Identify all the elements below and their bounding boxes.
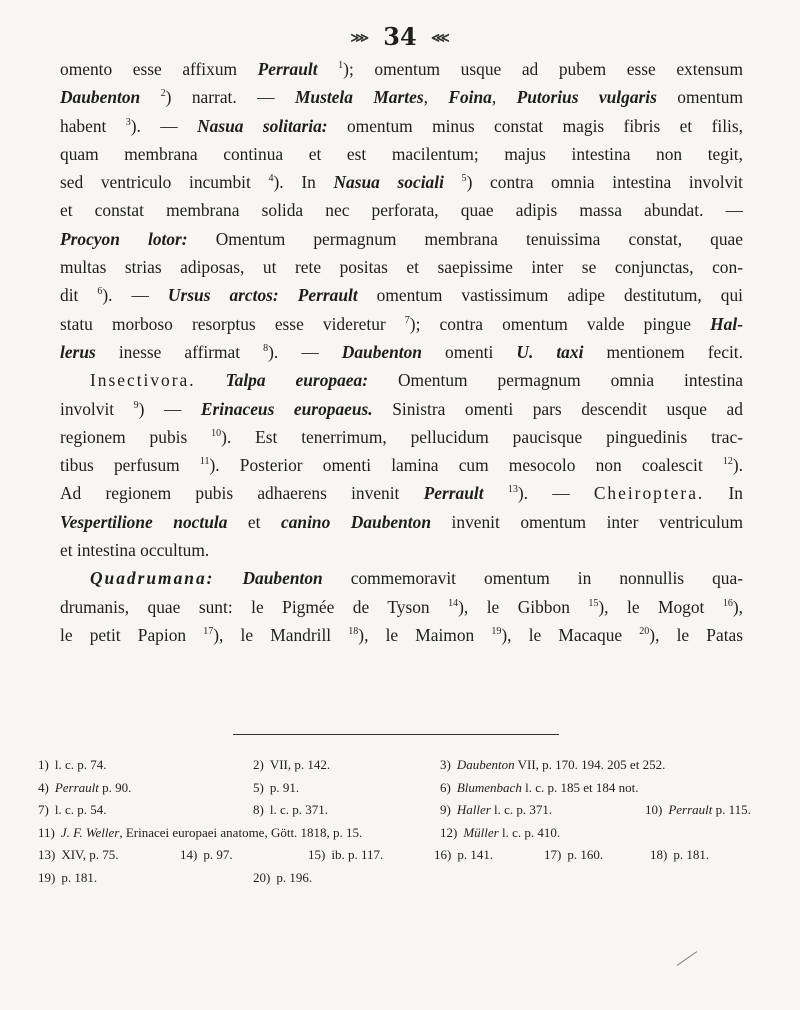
text-run — [279, 285, 298, 305]
text-run: ). — — [268, 341, 342, 362]
footnote-text: p. 196. — [276, 869, 313, 885]
footnote-ref: 3 — [125, 116, 131, 128]
taxon-name: Perrault — [257, 59, 318, 79]
footnote — [440, 754, 665, 777]
taxon-name: Vespertilione noctula — [60, 511, 228, 532]
footnote — [253, 777, 299, 800]
footnote-number: 14) — [180, 847, 198, 862]
text-run: omentum minus constat magis fibris et filis, — [327, 115, 743, 136]
text-run — [214, 568, 242, 588]
text-run: dit — [60, 285, 98, 306]
footnote — [440, 799, 552, 822]
footnote-ref: 14 — [448, 597, 459, 609]
pencil-mark — [677, 951, 697, 966]
text-run: Sinistra omenti pars descendit usque ad — [372, 398, 743, 419]
text-line — [60, 479, 743, 507]
text-run: ). Posterior omenti lamina cum mesocolo non coalescit — [209, 455, 723, 476]
text-run: le petit Papion — [60, 624, 204, 645]
footnote-row — [38, 822, 758, 845]
footnote — [38, 799, 106, 822]
text-run: ). In — [273, 172, 334, 193]
author-name: Blumenbach — [456, 779, 522, 795]
footnote-ref: 4 — [268, 173, 274, 185]
footnote — [434, 844, 493, 867]
text-run: quam membrana continua et est macilentum; majus intestina non tegit, — [60, 143, 743, 164]
text-line — [60, 281, 743, 309]
text-run: ), le Patas — [649, 624, 744, 645]
footnote-ref: 9 — [133, 399, 139, 411]
page-number: 34 — [383, 22, 417, 51]
footnote — [253, 799, 328, 822]
footnote-row — [38, 754, 758, 777]
footnote-row — [38, 777, 758, 800]
footnote-text: p. 115. — [712, 802, 751, 817]
text-run — [318, 59, 339, 79]
text-run: commemoravit omentum in nonnullis qua- — [322, 568, 743, 589]
footnote-text: l. c. p. 371. — [490, 802, 553, 817]
footnote-number: 15) — [308, 847, 326, 862]
footnote-text: p. 90. — [98, 779, 132, 795]
footnote-number: 17) — [544, 847, 562, 862]
footnote-ref: 6 — [97, 286, 103, 298]
taxon-name: Nasua sociali — [333, 172, 444, 193]
footnote-ref: 1 — [338, 60, 344, 72]
text-run: ) narrat. — — [165, 87, 295, 108]
footnote — [180, 844, 233, 867]
footnote-ref: 19 — [491, 626, 502, 638]
text-line — [60, 423, 743, 451]
text-line — [60, 196, 743, 224]
author-name: J. F. Weller — [60, 824, 120, 840]
footnote-number: 7) — [38, 802, 49, 817]
text-run: drumanis, quae sunt: le Pigmée de Tyson — [60, 596, 449, 617]
footnote-number: 3) — [440, 757, 451, 772]
text-run: ), le Mandrill — [213, 624, 349, 645]
footnote-divider — [233, 734, 559, 735]
footnote-text: p. 181. — [673, 847, 710, 862]
text-line — [60, 366, 743, 394]
text-run: habent — [60, 115, 126, 136]
footnote-ref: 10 — [211, 428, 222, 440]
footnote-row — [38, 867, 758, 890]
footnote — [440, 777, 638, 800]
text-run: ), le Mogot — [598, 596, 723, 617]
taxon-name: Mustela Martes — [294, 87, 424, 108]
footnote-row — [38, 799, 758, 822]
footnote-text: p. 181. — [61, 869, 98, 885]
footnote-number: 11) — [38, 824, 55, 840]
footnote-text: p. 91. — [269, 779, 300, 795]
footnote-ref: 7 — [404, 314, 410, 326]
footnote-number: 4) — [38, 779, 49, 795]
footnote — [38, 777, 131, 800]
text-run: Omentum permagnum membrana tenuissima constat, quae — [187, 228, 743, 249]
footnote-ref: 13 — [507, 484, 518, 496]
text-run: inesse affirmat — [95, 341, 264, 362]
taxon-name: Nasua solitaria: — [197, 115, 328, 136]
body-text — [60, 55, 743, 649]
text-run: ) contra omnia intestina involvit — [466, 172, 743, 193]
text-run: et — [227, 511, 281, 532]
text-run: involvit — [60, 398, 134, 419]
text-run: regionem pubis — [60, 426, 212, 447]
text-run: ); omentum usque ad pubem esse extensum — [343, 59, 743, 79]
section-heading: Insectivora. — [90, 370, 196, 391]
footnote-ref: 12 — [722, 456, 733, 468]
text-run — [140, 87, 160, 107]
footnote-text: p. 141. — [457, 847, 494, 862]
footnote-text: XIV, p. 75. — [61, 847, 119, 862]
text-run: tibus perfusum — [60, 455, 200, 476]
footnote-ref: 20 — [639, 626, 650, 638]
text-run: mentionem fecit. — [583, 341, 743, 362]
footnote-text: l. c. p. 74. — [54, 757, 107, 772]
footnote — [253, 867, 312, 890]
taxon-name: Hal- — [710, 313, 743, 334]
text-run: multas strias adiposas, ut rete positas et saepissime inter se conjunctas, con- — [60, 257, 743, 278]
text-run: ). — [732, 455, 743, 476]
author-name: Perrault — [54, 779, 99, 795]
footnote-row — [38, 844, 758, 867]
text-line — [60, 310, 743, 338]
text-line — [60, 225, 743, 253]
taxon-name: Erinaceus europaeus. — [200, 398, 373, 419]
author-name: Daubenton — [456, 757, 515, 772]
footnote — [650, 844, 709, 867]
footnote-ref: 17 — [203, 626, 214, 638]
footnote-text: ib. p. 117. — [331, 847, 384, 862]
footnote-ref: 8 — [263, 343, 269, 355]
footnotes — [38, 754, 758, 889]
text-line — [60, 253, 743, 281]
text-run: , — [491, 87, 517, 108]
footnote-text: p. 97. — [203, 847, 233, 862]
text-run: ), le Macaque — [501, 624, 640, 645]
footnote-text: l. c. p. 185 et 184 not. — [521, 779, 639, 795]
text-run: ). Est tenerrimum, pellucidum paucisque pinguedinis trac- — [221, 426, 743, 447]
footnote-number: 5) — [253, 779, 264, 795]
text-run: ), — [732, 596, 743, 617]
text-run: ) — — [138, 398, 201, 419]
text-run: In — [704, 483, 743, 504]
footnote — [38, 867, 97, 890]
footnote-text: VII, p. 142. — [269, 757, 331, 772]
text-run — [444, 172, 462, 192]
text-line — [60, 55, 743, 83]
footnote — [38, 754, 106, 777]
taxon-name: Perrault — [423, 483, 484, 504]
footnote-text: VII, p. 170. 194. 205 et 252. — [514, 757, 666, 772]
text-line — [60, 338, 743, 366]
footnote — [38, 822, 362, 845]
text-run — [484, 483, 508, 503]
taxon-name: Foina — [448, 87, 492, 108]
footnote-number: 12) — [440, 824, 458, 840]
footnote — [38, 844, 119, 867]
text-run: sed ventriculo incumbit — [60, 172, 269, 193]
text-run — [196, 370, 226, 390]
footnote — [308, 844, 383, 867]
taxon-name: Daubenton — [242, 568, 323, 589]
footnote-number: 16) — [434, 847, 452, 862]
taxon-name: Ursus arctos: — [167, 285, 279, 306]
footnote-number: 13) — [38, 847, 56, 862]
footnote-text: , Erinacei europaei anatome, Gött. 1818, p. 15. — [119, 824, 363, 840]
taxon-name: Daubenton — [60, 87, 141, 108]
footnote-text: l. c. p. 371. — [269, 802, 328, 817]
taxon-name: Talpa europaea: — [225, 370, 368, 391]
footnote-ref: 11 — [199, 456, 210, 468]
text-run: et intestina occultum. — [60, 540, 210, 561]
text-run: omento esse affixum — [60, 59, 258, 79]
taxon-name: Perrault — [297, 285, 358, 306]
taxon-name: Procyon lotor: — [60, 228, 188, 249]
text-line — [60, 168, 743, 196]
text-run: ). — — [130, 115, 198, 136]
footnote-ref: 15 — [588, 597, 599, 609]
footnote — [645, 799, 751, 822]
footnote-number: 18) — [650, 847, 668, 862]
footnote-ref: 18 — [348, 626, 359, 638]
text-run: omentum — [656, 87, 743, 108]
taxon-name: canino Daubenton — [280, 511, 432, 532]
taxon-name: Putorius vulgaris — [516, 87, 657, 108]
author-name: Müller — [463, 824, 499, 840]
footnote-text: p. 160. — [567, 847, 604, 862]
text-line — [60, 140, 743, 168]
text-line — [60, 451, 743, 479]
text-line — [60, 83, 743, 111]
ornament-left-icon: ⋙ — [350, 30, 369, 46]
footnote-number: 2) — [253, 757, 264, 772]
footnote — [253, 754, 330, 777]
text-run: Omentum permagnum omnia intestina — [368, 370, 743, 391]
footnote — [440, 822, 560, 845]
taxon-name: Quadrumana: — [90, 568, 215, 589]
text-line — [60, 508, 743, 536]
footnote-ref: 2 — [160, 88, 166, 100]
taxon-name: U. taxi — [516, 341, 584, 362]
text-run: et constat membrana solida nec perforata, quae adipis massa abundat. — — [60, 200, 743, 221]
author-name: Perrault — [668, 802, 713, 817]
footnote-text: l. c. p. 410. — [498, 824, 561, 840]
text-run: , — [423, 87, 449, 108]
text-line — [60, 395, 743, 423]
text-run: statu morboso resorptus esse videretur — [60, 313, 405, 334]
text-line — [60, 536, 743, 564]
text-run: omenti — [421, 341, 517, 362]
taxon-name: Daubenton — [341, 341, 422, 362]
taxon-name: lerus — [60, 341, 96, 362]
footnote-number: 1) — [38, 757, 49, 772]
page-header — [0, 22, 800, 54]
footnote-ref: 16 — [722, 597, 733, 609]
text-line — [60, 564, 743, 592]
footnote-number: 8) — [253, 802, 264, 817]
text-run: ). — — [517, 483, 594, 504]
text-run: invenit omentum inter ventriculum — [431, 511, 743, 532]
section-heading: Cheiroptera. — [593, 483, 705, 504]
footnote — [544, 844, 603, 867]
text-line — [60, 621, 743, 649]
footnote-ref: 5 — [461, 173, 467, 185]
text-run: ). — — [102, 285, 168, 306]
footnote-number: 6) — [440, 779, 451, 795]
text-run: omentum vastissimum adipe destitutum, qui — [357, 285, 743, 306]
text-run: ); contra omentum valde pingue — [409, 313, 711, 334]
footnote-number: 20) — [253, 869, 271, 885]
footnote-number: 9) — [440, 802, 451, 817]
text-line — [60, 112, 743, 140]
footnote-number: 19) — [38, 869, 56, 885]
footnote-number: 10) — [645, 802, 663, 817]
text-line — [60, 593, 743, 621]
ornament-right-icon: ⋘ — [431, 30, 450, 46]
author-name: Haller — [456, 802, 491, 817]
text-run: ), le Maimon — [358, 624, 492, 645]
text-run: ), le Gibbon — [458, 596, 589, 617]
text-run: Ad regionem pubis adhaerens invenit — [60, 483, 424, 504]
footnote-text: l. c. p. 54. — [54, 802, 107, 817]
